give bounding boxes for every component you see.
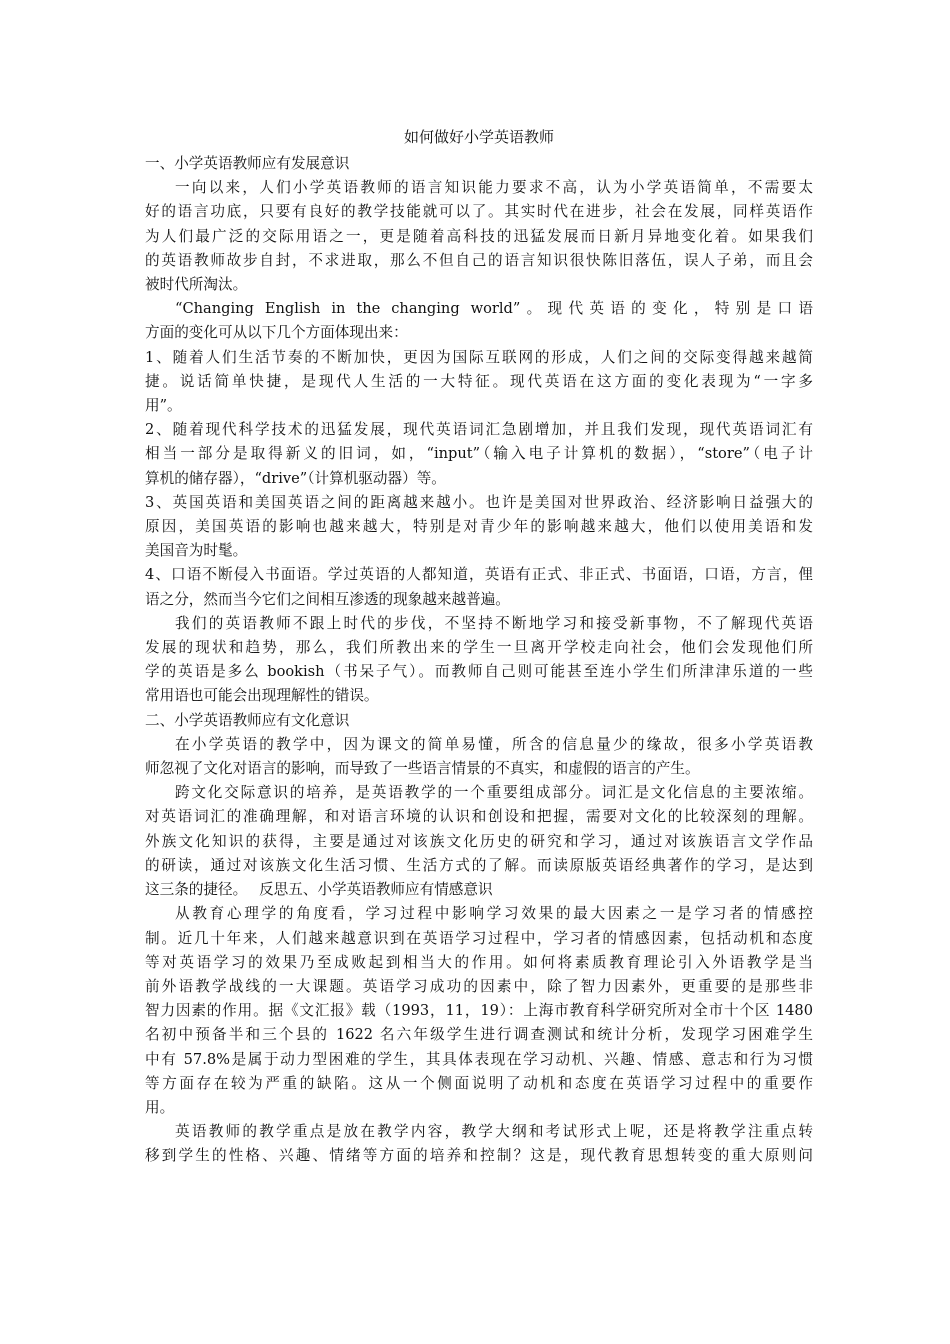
text-line: 3、英国英语和美国英语之间的距离越来越小。也许是美国对世界政治、经济影响日益强大的 [145, 493, 813, 511]
text-line: 移到学生的性格、兴趣、情绪等方面的培养和控制？这是，现代教育思想转变的重大原则问 [145, 1147, 813, 1165]
text-line: 捷。说话简单快捷，是现代人生活的一大特征。现代英语在这方面的变化表现为“一字多 [145, 372, 813, 390]
text-line: 好的语言功底，只要有良好的教学技能就可以了。其实时代在进步，社会在发展，同样英语作 [145, 203, 813, 221]
text-line: 用”。 [145, 397, 182, 415]
text-line: 从教育心理学的角度看，学习过程中影响学习效果的最大因素之一是学习者的情感控 [175, 905, 813, 923]
text-line: 智力因素的作用。据《文汇报》载（1993，11，19）：上海市教育科学研究所对全市十个区 1480 [145, 1002, 813, 1020]
text-line: 用。 [145, 1098, 175, 1116]
text-line: 1、随着人们生活节奏的不断加快，更因为国际互联网的形成，人们之间的交际变得越来越简 [145, 348, 813, 366]
text-line: 一、小学英语教师应有发展意识 [145, 155, 350, 172]
text-line: 外族文化知识的获得，主要是通过对该族文化历史的研究和学习，通过对该族语言文学作品 [145, 832, 813, 850]
text-line: 算机的储存器），“drive”（计算机驱动器）等。 [145, 469, 446, 487]
text-line: 英语教师的教学重点是放在教学内容，教学大纲和考试形式上呢，还是将教学注重点转 [175, 1123, 813, 1141]
text-line: 这三条的捷径。 反思五、小学英语教师应有情感意识 [145, 881, 493, 899]
document-page [145, 124, 813, 1169]
text-line: 为人们最广泛的交际用语之一，更是随着高科技的迅猛发展而日新月异地变化着。如果我们 [145, 227, 813, 245]
text-line: 前外语教学战线的一大课题。英语学习成功的因素中，除了智力因素外，更重要的是那些非 [145, 977, 813, 995]
text-line: 一向以来，人们小学英语教师的语言知识能力要求不高，认为小学英语简单，不需要太 [175, 179, 813, 197]
text-line: 名初中预备半和三个县的 1622 名六年级学生进行调查测试和统计分析，发现学习困难学生 [145, 1026, 813, 1044]
text-line: 二、小学英语教师应有文化意识 [145, 711, 350, 729]
text-line: 2、随着现代科学技术的迅猛发展，现代英语词汇急剧增加，并且我们发现，现代英语词汇有 [145, 421, 813, 439]
text-line: 制。近几十年来，人们越来越意识到在英语学习过程中，学习者的情感因素，包括动机和态度 [145, 929, 813, 947]
text-line: 4、口语不断侵入书面语。学过英语的人都知道，英语有正式、非正式、书面语，口语，方言，俚 [145, 566, 813, 584]
text-line: 方面的变化可从以下几个方面体现出来： [145, 324, 408, 342]
text-line: 美国音为时髦。 [145, 542, 248, 560]
document-body [145, 152, 813, 1169]
text-line: 等方面存在较为严重的缺陷。这从一个侧面说明了动机和态度在英语学习过程中的重要作 [145, 1074, 813, 1092]
text-line: 中有 57.8%是属于动力型困难的学生，其具体表现在学习动机、兴趣、情感、意志和行为习惯 [145, 1050, 813, 1068]
text-line: 原因，美国英语的影响也越来越大，特别是对青少年的影响越来越大，他们以使用美语和发 [145, 518, 813, 536]
text-line: 跨文化交际意识的培养，是英语教学的一个重要组成部分。词汇是文化信息的主要浓缩。 [175, 784, 813, 802]
text-line: 我们的英语教师不跟上时代的步伐，不坚持不断地学习和接受新事物，不了解现代英语 [175, 614, 813, 632]
text-line: 师忽视了文化对语言的影响，而导致了一些语言情景的不真实，和虚假的语言的产生。 [145, 760, 700, 778]
text-line: 语之分，然而当今它们之间相互渗透的现象越来越普遍。 [145, 590, 510, 608]
text-line: 在小学英语的教学中，因为课文的简单易懂，所含的信息量少的缘故，很多小学英语教 [175, 735, 813, 753]
text-line: 相当一部分是取得新义的旧词，如，“input”（输入电子计算机的数据），“store”（电子计 [145, 445, 813, 463]
document-title: 如何做好小学英语教师 [403, 128, 554, 146]
text-line: “Changing English in the changing world”。现代英语的变化，特别是口语 [175, 300, 813, 318]
text-line: 常用语也可能会出现理解性的错误。 [145, 687, 379, 705]
text-line: 发展的现状和趋势，那么，我们所教出来的学生一旦离开学校走向社会，他们会发现他们所 [145, 639, 813, 657]
text-line: 学的英语是多么 bookish（书呆子气）。而教师自己则可能甚至连小学生们所津津乐道的一些 [145, 663, 813, 681]
text-line: 等对英语学习的效果乃至成败起到相当大的作用。如何将素质教育理论引入外语教学是当 [145, 953, 813, 971]
text-line: 被时代所淘汰。 [145, 276, 248, 294]
text-line: 对英语词汇的准确理解，和对语言环境的认识和创设和把握，需要对文化的比较深刻的理解。 [145, 808, 813, 826]
text-line: 的英语教师故步自封，不求进取，那么不但自己的语言知识很快陈旧落伍，误人子弟，而且会 [145, 251, 813, 269]
text-line: 的研读，通过对该族文化生活习惯、生活方式的了解。而读原版英语经典著作的学习，是达到 [145, 856, 813, 874]
